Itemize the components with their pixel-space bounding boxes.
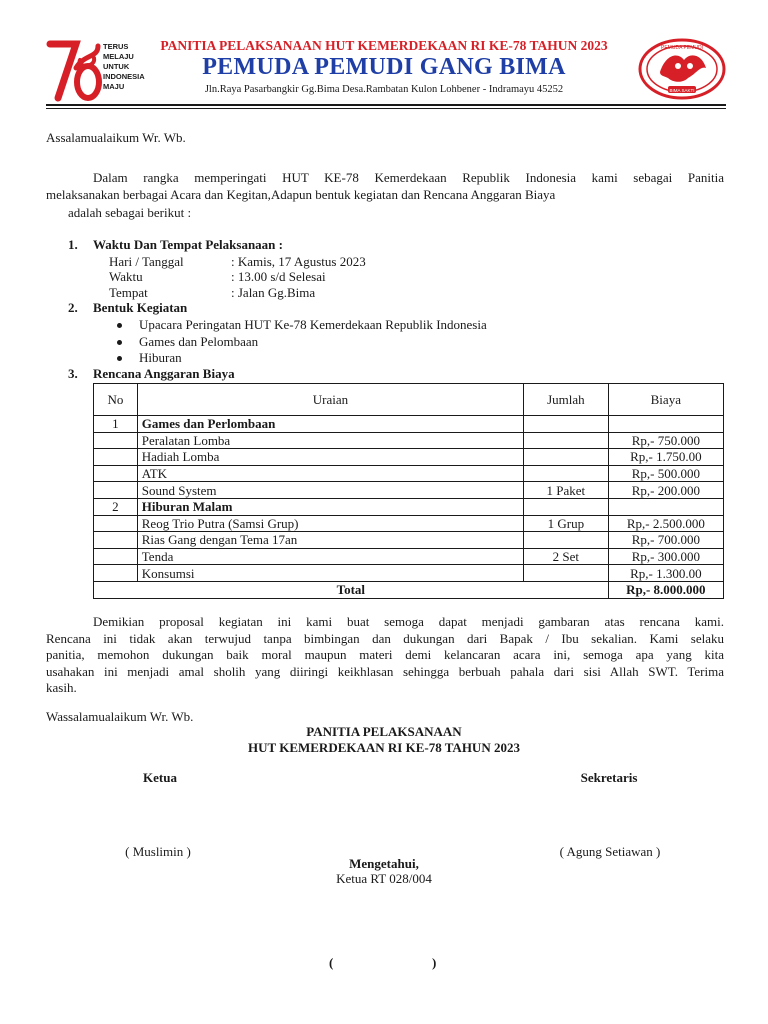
closing-line-2: Rencana ini tidak akan terwujud tanpa bimbingan dan dukungan dari Bapak / Ibu sekalian. Kami selaku bbox=[46, 631, 724, 646]
intro-line-1: Dalam rangka memperingati HUT KE-78 Kemerdekaan Republik Indonesia kami sebagai Panitia bbox=[93, 170, 724, 185]
acknowledged-label: Mengetahui, bbox=[349, 856, 419, 871]
cell-biaya bbox=[608, 498, 723, 515]
svg-text:PEMUDA PEMUDI: PEMUDA PEMUDI bbox=[661, 45, 703, 51]
organization-seal bbox=[638, 38, 726, 100]
col-header-no: No bbox=[94, 384, 138, 416]
table-total-row bbox=[94, 581, 724, 598]
cell-no bbox=[94, 432, 138, 449]
cell-uraian: Hadiah Lomba bbox=[137, 449, 523, 466]
section-2-title: Bentuk Kegiatan bbox=[93, 300, 188, 315]
table-row bbox=[94, 565, 724, 582]
greeting: Assalamualaikum Wr. Wb. bbox=[46, 130, 186, 145]
cell-no bbox=[94, 449, 138, 466]
cell-jumlah bbox=[524, 532, 609, 549]
logo-tagline: TERUS MELAJU UNTUK INDONESIA MAJU bbox=[103, 42, 145, 91]
closing-line-4: usahakan ini menjadi amal sholih yang diiringi keikhlasan sehingga berbuah pahala dari sisi Allah SWT. Terima bbox=[46, 664, 724, 679]
table-row bbox=[94, 482, 724, 499]
svg-text:BIMA SAKTI: BIMA SAKTI bbox=[669, 88, 695, 93]
cell-no bbox=[94, 548, 138, 565]
cell-biaya: Rp,- 750.000 bbox=[608, 432, 723, 449]
table-row bbox=[94, 416, 724, 433]
field-value-time: : 13.00 s/d Selesai bbox=[231, 269, 326, 284]
cell-no bbox=[94, 465, 138, 482]
cell-jumlah bbox=[524, 465, 609, 482]
rt-title: Ketua RT 028/004 bbox=[336, 871, 432, 886]
rt-name-close: ) bbox=[432, 955, 437, 970]
cell-biaya: Rp,- 700.000 bbox=[608, 532, 723, 549]
field-label-time: Waktu bbox=[109, 269, 143, 284]
cell-uraian: Tenda bbox=[137, 548, 523, 565]
cell-biaya bbox=[608, 416, 723, 433]
cell-jumlah bbox=[524, 565, 609, 582]
section-2-number: 2. bbox=[68, 300, 78, 315]
section-1-title: Waktu Dan Tempat Pelaksanaan : bbox=[93, 237, 283, 252]
chair-title: Ketua bbox=[143, 770, 177, 785]
cell-jumlah bbox=[524, 416, 609, 433]
secretary-title: Sekretaris bbox=[580, 770, 638, 785]
cell-jumlah: 2 Set bbox=[524, 548, 609, 565]
chair-name: ( Muslimin ) bbox=[125, 844, 191, 859]
table-row bbox=[94, 432, 724, 449]
total-value: Rp,- 8.000.000 bbox=[608, 581, 723, 598]
farewell: Wassalamualaikum Wr. Wb. bbox=[46, 709, 194, 724]
cell-jumlah bbox=[524, 432, 609, 449]
cell-biaya: Rp,- 1.750.00 bbox=[608, 449, 723, 466]
secretary-name: ( Agung Setiawan ) bbox=[559, 844, 661, 859]
rt-name-open: ( bbox=[329, 955, 334, 970]
closing-line-5: kasih. bbox=[46, 680, 77, 695]
field-value-place: : Jalan Gg.Bima bbox=[231, 285, 316, 300]
activity-item: Games dan Pelombaan bbox=[139, 334, 259, 349]
cell-jumlah: 1 Paket bbox=[524, 482, 609, 499]
organization-name: PEMUDA PEMUDI GANG BIMA bbox=[202, 54, 566, 80]
cell-uraian: Peralatan Lomba bbox=[137, 432, 523, 449]
intro-line-2: melaksanakan berbagai Acara dan Kegitan,Adapun bentuk kegiatan dan Rencana Anggaran Biaya bbox=[46, 187, 556, 202]
budget-table bbox=[93, 383, 724, 599]
col-header-biaya: Biaya bbox=[608, 384, 723, 416]
cell-biaya: Rp,- 200.000 bbox=[608, 482, 723, 499]
closing-line-3: panitia, memohon dukungan baik moral maupun materi demi kelancaran acara ini, semoga apa yang kita bbox=[46, 647, 724, 662]
closing-line-1: Demikian proposal kegiatan ini kami buat semoga dapat menjadi gambaran atas rencana kami. bbox=[93, 614, 724, 629]
signature-committee-line-2: HUT KEMERDEKAAN RI KE-78 TAHUN 2023 bbox=[248, 740, 520, 755]
cell-no bbox=[94, 532, 138, 549]
cell-uraian: Sound System bbox=[137, 482, 523, 499]
field-label-date: Hari / Tanggal bbox=[109, 254, 184, 269]
cell-uraian: Konsumsi bbox=[137, 565, 523, 582]
cell-uraian: Reog Trio Putra (Samsi Grup) bbox=[137, 515, 523, 532]
cell-uraian: Hiburan Malam bbox=[137, 498, 523, 515]
table-header-row bbox=[94, 384, 724, 416]
col-header-uraian: Uraian bbox=[137, 384, 523, 416]
activity-item: Hiburan bbox=[139, 350, 182, 365]
organization-address: Jln.Raya Pasarbangkir Gg.Bima Desa.Rambatan Kulon Lohbener - Indramayu 45252 bbox=[204, 84, 564, 95]
table-row bbox=[94, 515, 724, 532]
table-row bbox=[94, 465, 724, 482]
cell-uraian: Games dan Perlombaan bbox=[137, 416, 523, 433]
cell-biaya: Rp,- 300.000 bbox=[608, 548, 723, 565]
table-row bbox=[94, 449, 724, 466]
cell-biaya: Rp,- 2.500.000 bbox=[608, 515, 723, 532]
header-rule-thin bbox=[46, 108, 726, 109]
field-label-place: Tempat bbox=[109, 285, 148, 300]
intro-line-3: adalah sebagai berikut : bbox=[68, 205, 192, 220]
cell-no: 1 bbox=[94, 416, 138, 433]
table-row bbox=[94, 498, 724, 515]
total-label: Total bbox=[94, 581, 609, 598]
section-3-title: Rencana Anggaran Biaya bbox=[93, 366, 235, 381]
cell-no bbox=[94, 515, 138, 532]
committee-heading: PANITIA PELAKSANAAN HUT KEMERDEKAAN RI KE-78 TAHUN 2023 bbox=[160, 38, 608, 53]
cell-jumlah bbox=[524, 498, 609, 515]
cell-biaya: Rp,- 1.300.00 bbox=[608, 565, 723, 582]
cell-uraian: Rias Gang dengan Tema 17an bbox=[137, 532, 523, 549]
cell-jumlah: 1 Grup bbox=[524, 515, 609, 532]
cell-no: 2 bbox=[94, 498, 138, 515]
bullet-icon bbox=[117, 356, 122, 361]
table-row bbox=[94, 532, 724, 549]
table-row bbox=[94, 548, 724, 565]
col-header-jumlah: Jumlah bbox=[524, 384, 609, 416]
bullet-icon bbox=[117, 323, 122, 328]
bullet-icon bbox=[117, 340, 122, 345]
header-rule-thick bbox=[46, 104, 726, 106]
section-1-number: 1. bbox=[68, 237, 78, 252]
section-3-number: 3. bbox=[68, 366, 78, 381]
cell-no bbox=[94, 565, 138, 582]
activity-item: Upacara Peringatan HUT Ke-78 Kemerdekaan Republik Indonesia bbox=[139, 317, 487, 332]
field-value-date: : Kamis, 17 Agustus 2023 bbox=[231, 254, 366, 269]
cell-no bbox=[94, 482, 138, 499]
cell-jumlah bbox=[524, 449, 609, 466]
cell-biaya: Rp,- 500.000 bbox=[608, 465, 723, 482]
signature-committee-line-1: PANITIA PELAKSANAAN bbox=[306, 724, 462, 739]
cell-uraian: ATK bbox=[137, 465, 523, 482]
